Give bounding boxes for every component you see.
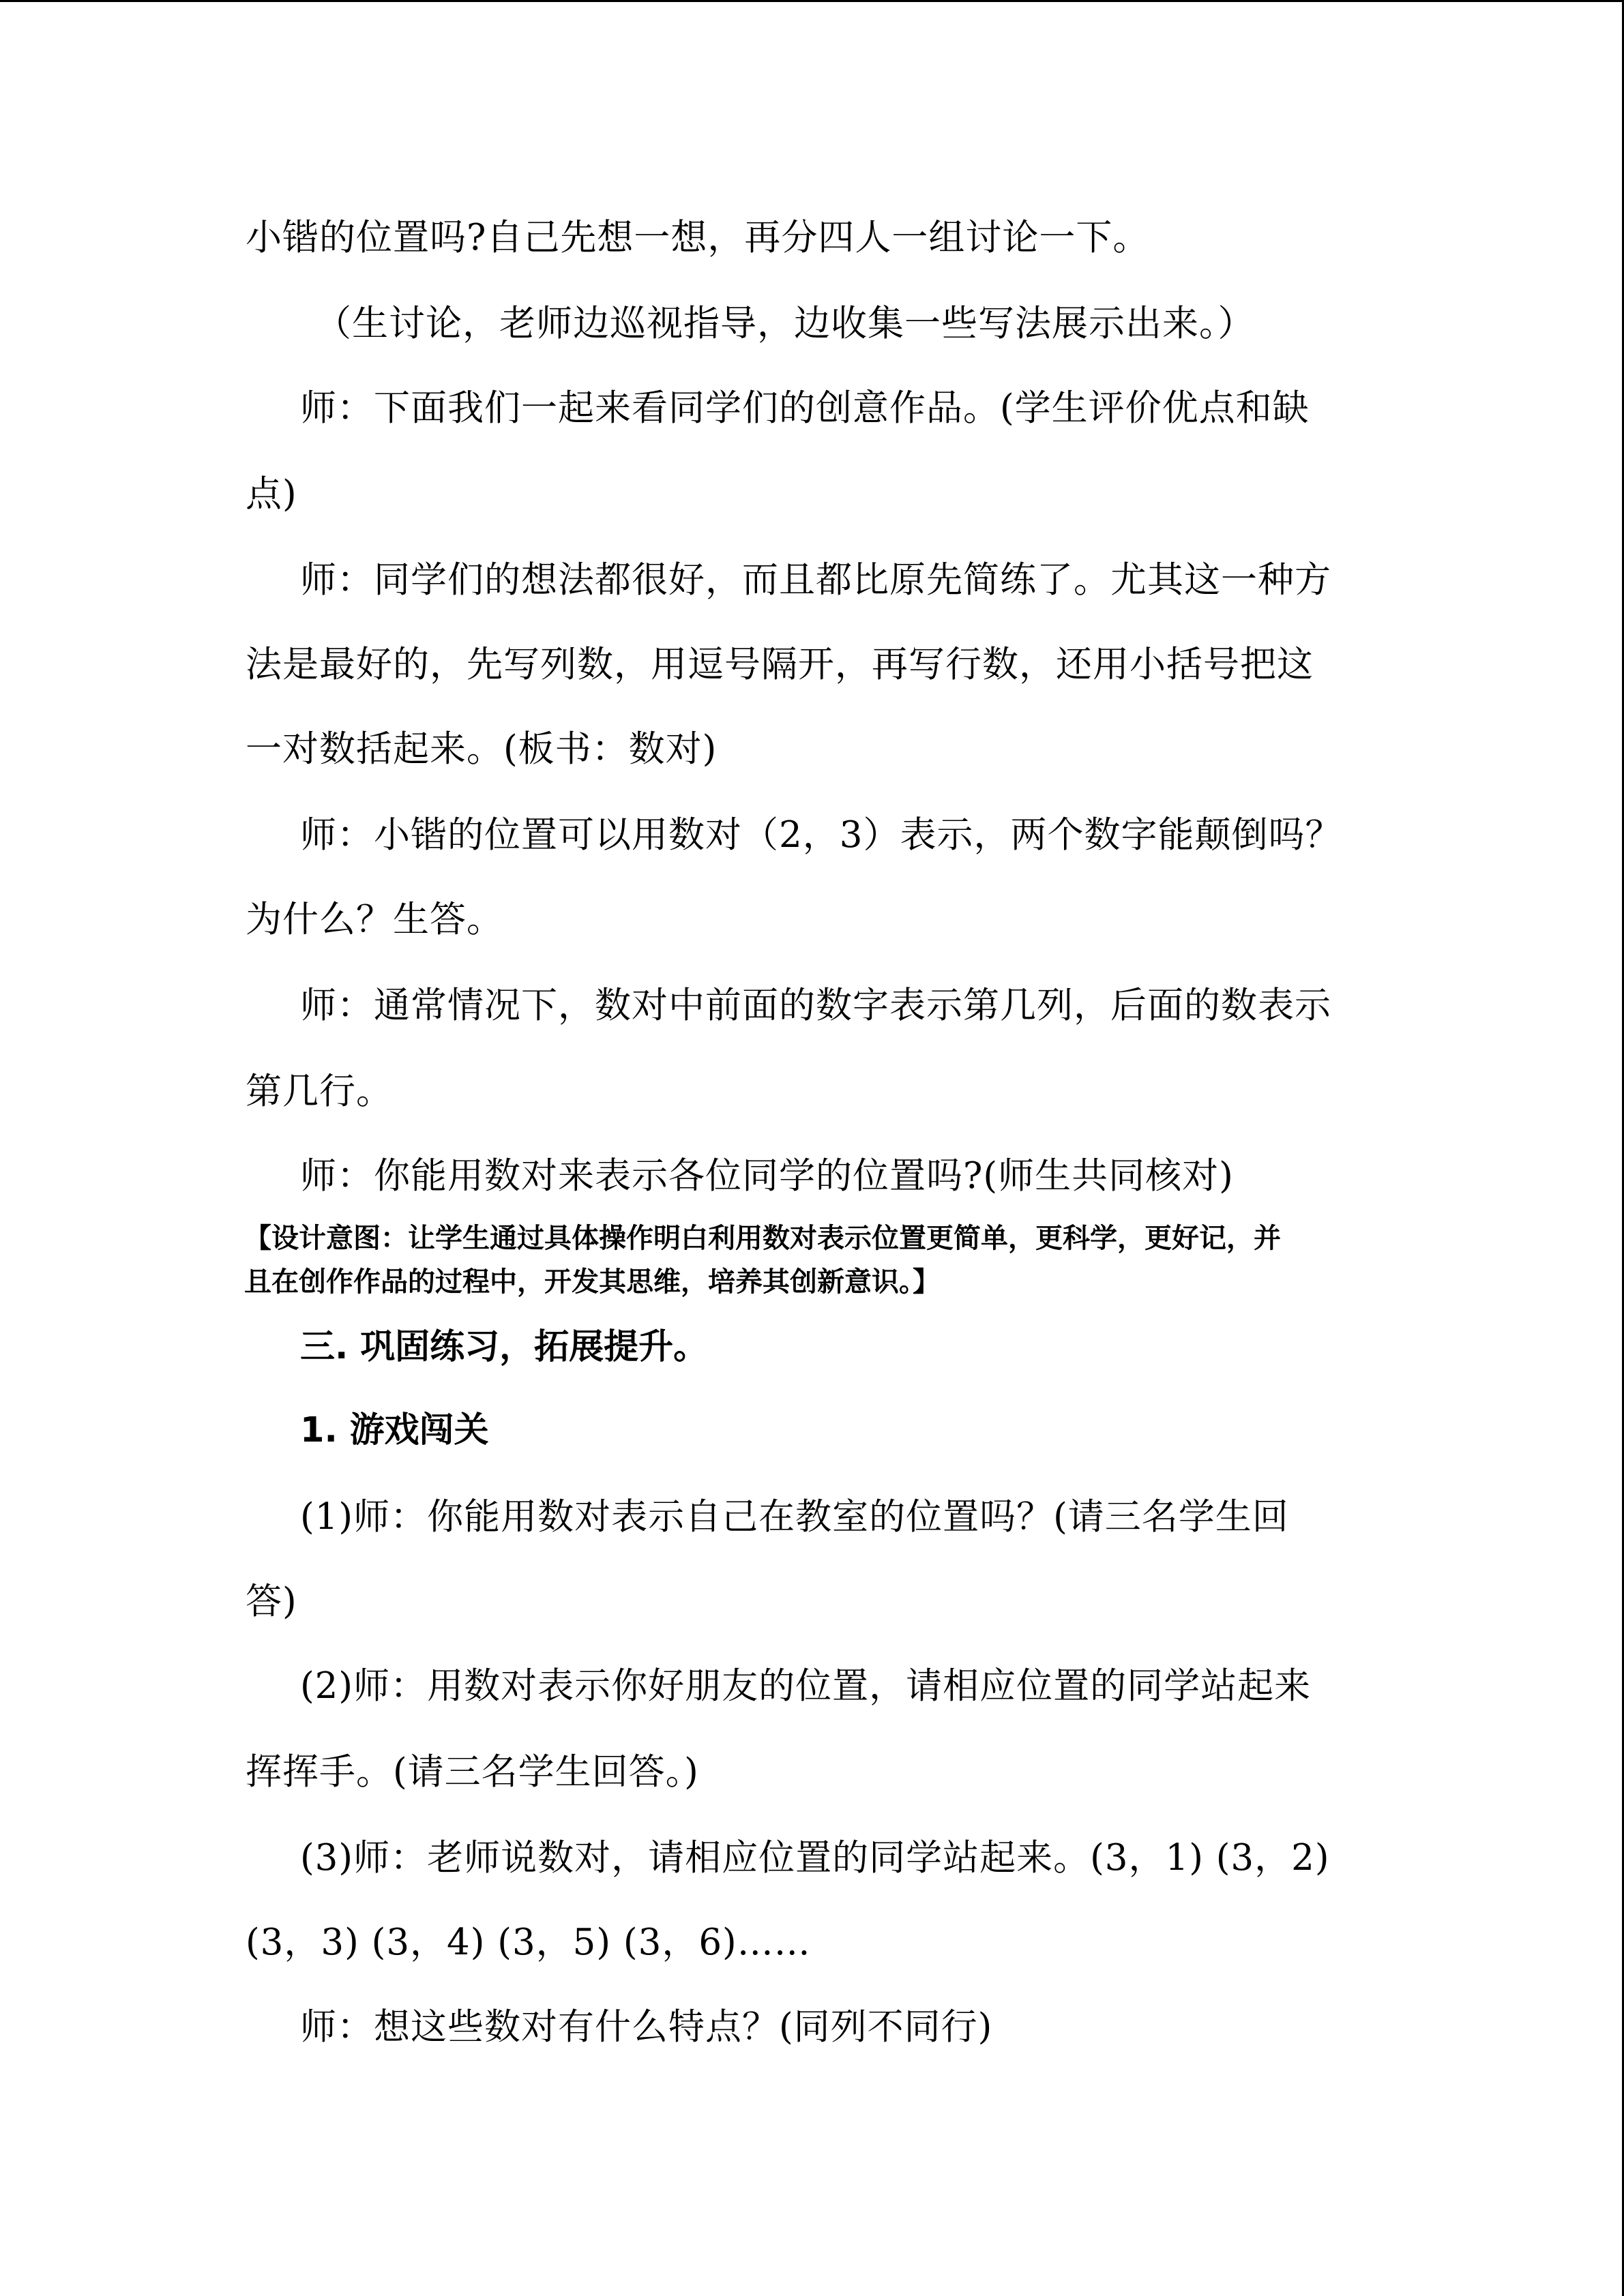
- paragraph-line: 第几行。: [246, 1071, 393, 1112]
- exercise-line: (3，3) (3，4) (3，5) (3，6)……: [246, 1922, 811, 1963]
- exercise-line: (3)师：老师说数对，请相应位置的同学站起来。(3，1) (3，2): [300, 1837, 1330, 1879]
- paragraph-line: 师：通常情况下，数对中前面的数字表示第几列，后面的数表示: [300, 985, 1331, 1026]
- exercise-line: (1)师：你能用数对表示自己在教室的位置吗？(请三名学生回: [300, 1496, 1289, 1538]
- paragraph-line: 为什么？生答。: [246, 899, 503, 940]
- exercise-line: 师：想这些数对有什么特点？(同列不同行): [300, 2006, 993, 2048]
- design-intent-note: 且在创作作品的过程中，开发其思维，培养其创新意识。】: [244, 1266, 940, 1298]
- paragraph-line: 点): [246, 473, 297, 515]
- exercise-line: 挥挥手。(请三名学生回答。): [246, 1751, 699, 1793]
- page-top-border: [0, 0, 1624, 2]
- paragraph-line: 师：下面我们一起来看同学们的创意作品。(学生评价优点和缺: [300, 387, 1310, 429]
- exercise-line: (2)师：用数对表示你好朋友的位置，请相应位置的同学站起来: [300, 1665, 1312, 1707]
- paragraph-line: 师：小锴的位置可以用数对（2，3）表示，两个数字能颠倒吗？: [300, 814, 1342, 856]
- paragraph-line: 法是最好的，先写列数，用逗号隔开，再写行数，还用小括号把这: [246, 644, 1314, 685]
- paragraph-line: （生讨论，老师边巡视指导，边收集一些写法展示出来。）: [315, 303, 1255, 344]
- design-intent-note: 【设计意图：让学生通过具体操作明白利用数对表示位置更简单，更科学，更好记，并: [244, 1223, 1281, 1254]
- section-heading: 三. 巩固练习，拓展提升。: [300, 1327, 709, 1367]
- sub-heading: 1. 游戏闯关: [300, 1410, 489, 1450]
- exercise-line: 答): [246, 1581, 297, 1622]
- paragraph-line: 师：你能用数对来表示各位同学的位置吗?(师生共同核对): [300, 1155, 1234, 1197]
- paragraph-line: 一对数括起来。(板书：数对): [246, 728, 718, 770]
- paragraph-line: 师：同学们的想法都很好，而且都比原先简练了。尤其这一种方: [300, 559, 1331, 601]
- paragraph-line: 小锴的位置吗?自己先想一想，再分四人一组讨论一下。: [246, 217, 1150, 258]
